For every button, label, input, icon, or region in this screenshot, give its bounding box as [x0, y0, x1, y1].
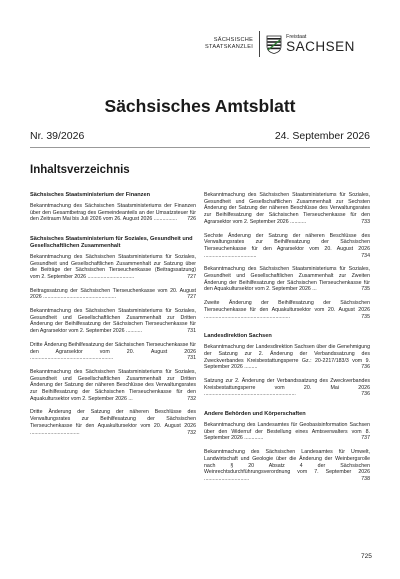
toc-entry-text: Bekanntmachung des Sächsischen Landesamtes für Umwelt, Landwirtschaft und Geologie über die Änderung der Weinbergsrolle nach § 20 Absatz 4 der Sächsischen Weinrechtsdurchführungsverordnung vom 7. September 2026 ...............................	[204, 449, 370, 482]
toc-entry-text: Dritte Änderung Beihilfesatzung der Sächsischen Tierseuchenkasse für den Agrarsektor vom 20. August 2026 .........................................................	[30, 341, 196, 362]
sachsen-label: SACHSEN	[286, 39, 355, 54]
page-number: 725	[361, 553, 372, 560]
section-heading: Sächsisches Staatsministerium für Soziales, Gesundheit und Gesellschaftlichen Zusammenhalt	[30, 236, 193, 249]
freistaat-label: Freistaat	[286, 34, 307, 40]
toc-entry-page: 732	[187, 429, 196, 436]
toc-entry-text: Bekanntmachung des Sächsischen Staatsministeriums der Finanzen über den Gesamtbetrag des Gemeindeanteils an der Umsatzsteuer für den Zeitraum Mai bis Juli 2026 vom 26. August 2026 ................	[30, 202, 196, 223]
toc-entry-page: 735	[361, 313, 370, 320]
toc-entry-page: 727	[187, 273, 196, 280]
issue-date: 24. September 2026	[274, 130, 370, 142]
toc-entry-page: 736	[361, 364, 370, 371]
section-heading: Andere Behörden und Körperschaften	[204, 411, 306, 418]
issue-meta	[30, 130, 370, 142]
page-title: Sächsisches Amtsblatt	[104, 96, 296, 116]
toc-entry-page: 731	[187, 355, 196, 362]
toc-entry-page: 731	[187, 328, 196, 335]
section-heading: Landesdirektion Sachsen	[204, 333, 272, 340]
toc-entry[interactable]	[30, 409, 196, 436]
toc-entry-page: 734	[361, 252, 370, 259]
issue-number: Nr. 39/2026	[30, 130, 85, 142]
toc-entry-page: 733	[361, 218, 370, 225]
toc-entry-text: Bekanntmachung der Landesdirektion Sachsen über die Genehmigung der Satzung zur 2. Änderung der Verbandssatzung des Zweckverbandes Kreisbestattungsperre Gz.: 20-2217/183/3 vom 9. September 2026 .........	[204, 344, 370, 371]
kanzlei-line-1: SÄCHSISCHE	[213, 37, 254, 43]
toc-entry-text: Bekanntmachung des Landesamtes für Geobasisinformation Sachsen über den Widerruf der Bestellung eines Amtsverwalters vom 8. September 2026 .............	[204, 421, 370, 442]
freistaat-sachsen-wordmark	[286, 34, 355, 54]
toc-entry-text: Bekanntmachung des Sächsischen Staatsministeriums für Soziales, Gesundheit und Gesellschaftlichen Zusammenhalt zur Dritten Änderung der Beihilfesatzung der Sächsischen Tierseuchenkasse für den Agrarsektor vom 2. September 2026 ...........	[30, 308, 196, 335]
toc-column-right	[204, 192, 370, 490]
toc-entry[interactable]	[204, 233, 370, 260]
staatskanzlei-label	[205, 37, 259, 51]
toc-entry-text: Sechste Änderung der Satzung der näheren Beschlüsse des Verwaltungsrates zur Beihilfesatzung der Sächsischen Tierseuchenkasse für den Agrarsektor vom 20. August 2026 ....................................	[204, 232, 370, 259]
toc-entry[interactable]	[30, 308, 196, 335]
toc-entry-page: 726	[187, 216, 196, 223]
toc-entry[interactable]	[30, 369, 196, 403]
toc-entry[interactable]	[204, 266, 370, 293]
toc-entry-page: 732	[187, 395, 196, 402]
toc-entry[interactable]	[204, 300, 370, 320]
logo-divider	[259, 31, 260, 57]
toc-entry-text: Beitragssatzung der Sächsischen Tierseuchenkasse vom 20. August 2026 ..................................................	[30, 287, 196, 301]
toc-entry-page: 735	[361, 286, 370, 293]
toc-entry[interactable]	[204, 378, 370, 398]
toc-entry[interactable]	[30, 254, 196, 281]
toc-entry-page: 736	[361, 391, 370, 398]
toc-entry[interactable]	[204, 344, 370, 371]
saxony-crest-icon	[266, 35, 282, 54]
toc-entry-text: Bekanntmachung des Sächsischen Staatsministeriums für Soziales, Gesundheit und Gesellschaftlichen Zusammenhalt zur Dritten Änderung der Satzung der näheren Beschlüsse des Verwaltungsrates zur Beihilfesatzung der Sächsischen Tierseuchenkasse für den Aquakultursektor vom 2. September 2026 ...	[30, 368, 196, 402]
toc-column-left	[30, 192, 196, 443]
toc-entry-text: Dritte Änderung der Satzung der näheren Beschlüsse des Verwaltungsrates zur Beihilfesatzung der Sächsischen Tierseuchenkasse für den Aquakultursektor vom 20. August 2026 ..................................	[30, 409, 196, 436]
toc-entry-text: Satzung zur 2. Änderung der Verbandssatzung des Zweckverbandes Kreisbestattungsperre vom 20. Mai 2026 ...............................................................	[204, 377, 370, 398]
header-divider	[30, 147, 370, 148]
toc-entry-text: Bekanntmachung des Sächsischen Staatsministeriums für Soziales, Gesundheit und Gesellschaftlichen Zusammenhalt zur Zweiten Änderung der Beihilfesatzung der Sächsischen Tierseuchenkasse für den Aquakultursektor vom 2. September 2026 ...	[204, 266, 370, 293]
toc-entry-text: Zweite Änderung der Beihilfesatzung der Sächsischen Tierseuchenkasse für den Aquakultursektor vom 20. August 2026 ...........................................................	[204, 300, 370, 320]
toc-entry[interactable]	[30, 203, 196, 223]
kanzlei-line-2: STAATSKANZLEI	[205, 44, 254, 50]
toc-entry[interactable]	[204, 192, 370, 226]
toc-entry[interactable]	[204, 422, 370, 442]
section-heading: Sächsisches Staatsministerium der Finanzen	[30, 192, 150, 198]
toc-entry[interactable]	[204, 449, 370, 483]
toc-entry-page: 738	[361, 475, 370, 482]
toc-entry-page: 727	[187, 294, 196, 301]
toc-heading: Inhaltsverzeichnis	[30, 164, 130, 176]
toc-entry-text: Bekanntmachung des Sächsischen Staatsministeriums für Soziales, Gesundheit und Gesellschaftlichen Zusammenhalt zur Satzung über die Beiträge der Sächsischen Tierseuchenkasse (Beitragssatzung) vom 2. September 2026 ................................	[30, 253, 196, 280]
toc-entry-text: Bekanntmachung des Sächsischen Staatsministeriums für Soziales, Gesundheit und Gesellschaftlichen Zusammenhalt zur Sechsten Änderung der Satzung der näheren Beschlüsse des Verwaltungsrates zur Beihilfesatzung der Sächsischen Tierseuchenkasse für den Agrarsektor vom 2. September 2026 ...........	[204, 192, 370, 225]
toc-entry-page: 737	[361, 435, 370, 442]
header-logo	[205, 30, 355, 58]
toc-entry[interactable]	[30, 288, 196, 301]
toc-entry[interactable]	[30, 342, 196, 362]
